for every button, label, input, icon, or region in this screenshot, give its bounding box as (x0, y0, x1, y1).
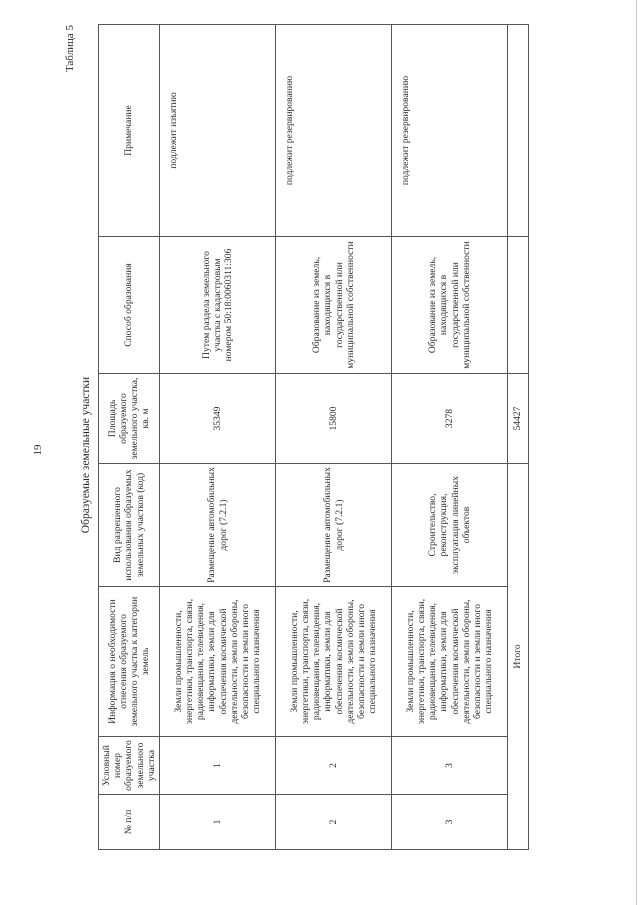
cell-area: 3278 (392, 374, 508, 464)
table-label: Таблица 5 (64, 25, 76, 73)
total-empty-method (508, 237, 529, 374)
cell-category: Земли промышленности, энергетики, транспорта, связи, радиовещания, телевидения, информатики, земли для обеспечения космической деятельности, земли обороны, безопасности и земли иного специального назначения (276, 587, 392, 737)
cell-num: 1 (160, 795, 276, 850)
table-row (160, 25, 276, 850)
cell-num: 2 (276, 795, 392, 850)
table-title: Образуемые земельные участки (80, 376, 92, 534)
header-note: Примечание (99, 25, 160, 237)
cell-num: 3 (392, 795, 508, 850)
header-conditional-number: Условный номер образуемого земельного участка (99, 737, 160, 795)
header-area: Площадь образуемого земельного участка, кв. м (99, 374, 160, 464)
cell-note: подлежит резервированию (392, 25, 508, 237)
land-plots-table (98, 24, 529, 850)
header-formation-method: Способ образования (99, 237, 160, 374)
cell-formation-method: Путем раздела земельного участка с кадастровым номером 50:18:0060311:306 (160, 237, 276, 374)
cell-conditional-number: 2 (276, 737, 392, 795)
total-empty-note (508, 25, 529, 237)
total-row (508, 25, 529, 850)
cell-note: подлежит резервированию (276, 25, 392, 237)
table-row (392, 25, 508, 850)
page-number: 19 (32, 444, 44, 456)
cell-formation-method: Образование из земель, находящихся в государственной или муниципальной собственности (392, 237, 508, 374)
total-area: 54427 (508, 374, 529, 464)
table-row (276, 25, 392, 850)
cell-area: 35349 (160, 374, 276, 464)
cell-area: 15800 (276, 374, 392, 464)
cell-permitted-use: Строительство, реконструкция, эксплуатация линейных объектов (392, 464, 508, 587)
cell-conditional-number: 1 (160, 737, 276, 795)
header-permitted-use: Вид разрешенного использования образуемых земельных участков (код) (99, 464, 160, 587)
cell-conditional-number: 3 (392, 737, 508, 795)
total-label: Итого (508, 464, 529, 850)
cell-category: Земли промышленности, энергетики, транспорта, связи, радиовещания, телевидения, информатики, земли для обеспечения космической деятельности, земли обороны, безопасности и земли иного специального назначения (392, 587, 508, 737)
header-num: № п/п (99, 795, 160, 850)
cell-category: Земли промышленности, энергетики, транспорта, связи, радиовещания, телевидения, информатики, земли для обеспечения космической деятельности, земли обороны, безопасности и земли иного специального назначения (160, 587, 276, 737)
cell-permitted-use: Размещение автомобильных дорог (7.2.1) (276, 464, 392, 587)
cell-permitted-use: Размещение автомобильных дорог (7.2.1) (160, 464, 276, 587)
table-header-row (99, 25, 160, 850)
cell-formation-method: Образование из земель, находящихся в государственной или муниципальной собственности (276, 237, 392, 374)
header-category: Информация о необходимости отнесения образуемого земельного участка к категории земель (99, 587, 160, 737)
cell-note: подлежит изъятию (160, 25, 276, 237)
